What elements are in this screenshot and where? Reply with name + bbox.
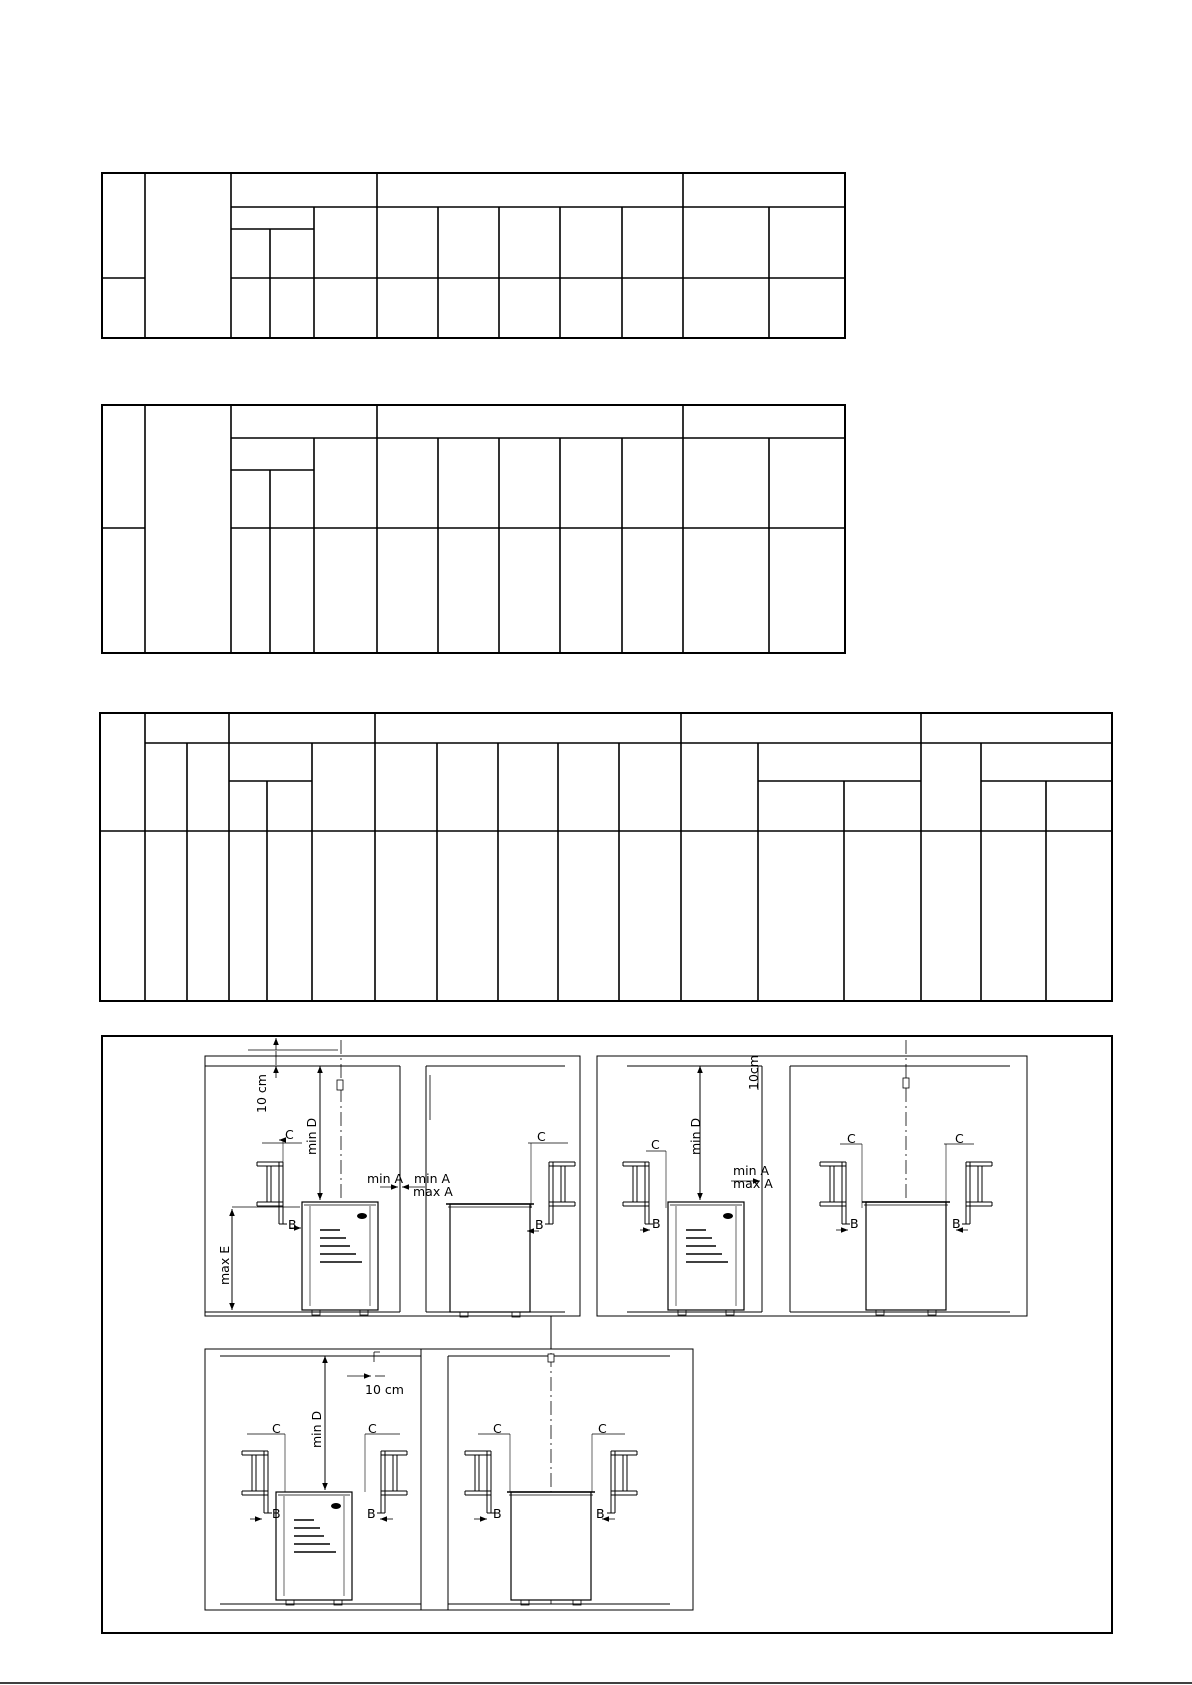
label-min-d: min D: [304, 1117, 319, 1155]
label-b-4: B: [850, 1216, 859, 1231]
label-c-9: C: [598, 1421, 607, 1436]
panel-a: [205, 1038, 580, 1317]
label-c-4: C: [847, 1131, 856, 1146]
label-max-a: max A: [413, 1184, 453, 1199]
label-b-2: B: [535, 1217, 544, 1232]
label-b-7: B: [367, 1506, 376, 1521]
label-min-d-3: min D: [309, 1410, 324, 1448]
label-10cm: 10 cm: [254, 1074, 269, 1113]
table-2: [102, 405, 845, 653]
label-c-7: C: [368, 1421, 377, 1436]
label-min-d-2: min D: [688, 1117, 703, 1155]
installation-diagram: [102, 1036, 1112, 1633]
label-b: B: [288, 1217, 297, 1232]
label-10cm-2: 10cm: [746, 1055, 761, 1090]
label-c-3: C: [651, 1137, 660, 1152]
label-b-5: B: [952, 1216, 961, 1231]
panel-c: [205, 1349, 693, 1610]
label-min-a-2: min A: [414, 1171, 451, 1186]
label-min-a-3: min A: [733, 1163, 770, 1178]
label-c: C: [285, 1127, 294, 1142]
label-c-2: C: [537, 1129, 546, 1144]
label-b-9: B: [596, 1506, 605, 1521]
label-b-6: B: [272, 1506, 281, 1521]
label-c-8: C: [493, 1421, 502, 1436]
table-3: [100, 713, 1112, 1001]
label-b-8: B: [493, 1506, 502, 1521]
label-max-a-2: max A: [733, 1176, 773, 1191]
label-c-6: C: [272, 1421, 281, 1436]
panel-b: [597, 1040, 1027, 1316]
label-10cm-3: 10 cm: [365, 1382, 404, 1397]
label-max-e: max E: [217, 1245, 232, 1285]
label-min-a: min A: [367, 1171, 404, 1186]
label-b-3: B: [652, 1216, 661, 1231]
label-c-5: C: [955, 1131, 964, 1146]
table-1: [102, 173, 845, 338]
